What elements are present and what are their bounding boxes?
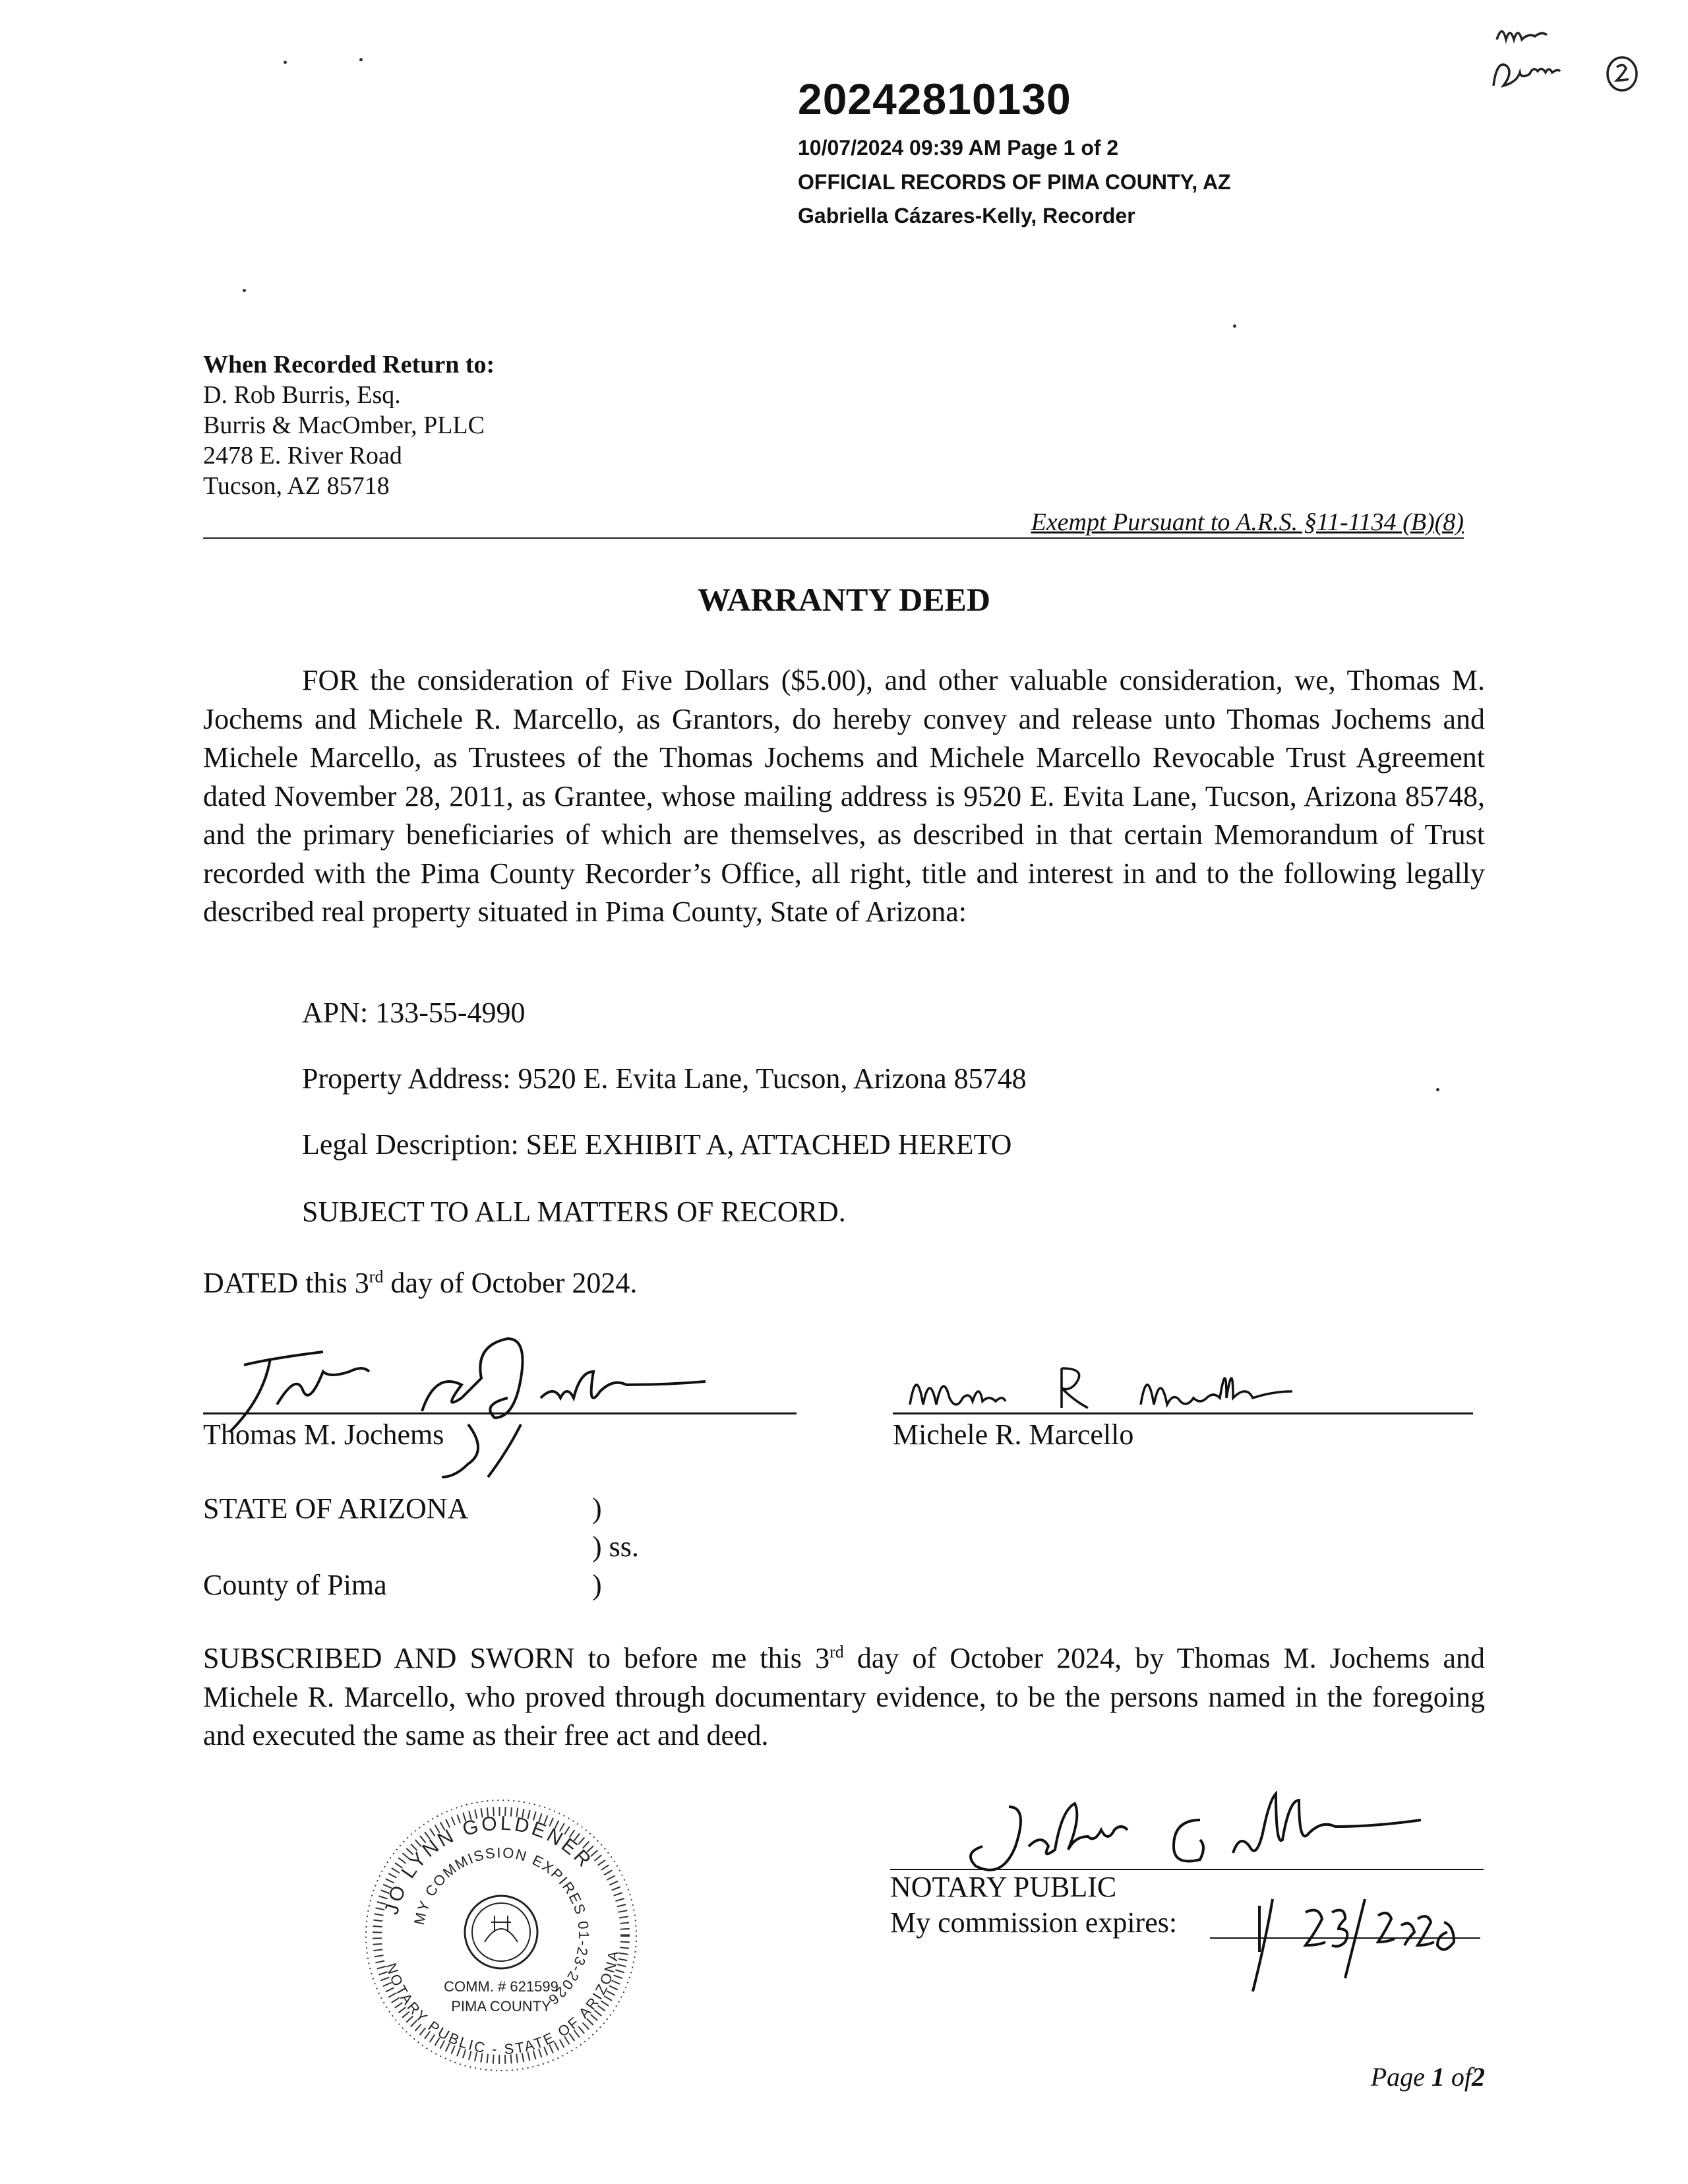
seal-inner-text: MY COMMISSION EXPIRES 01-23-2026 (410, 1844, 593, 2009)
notary-public-label: NOTARY PUBLIC (890, 1871, 1117, 1903)
venue-county: County of Pima (203, 1569, 387, 1601)
signature-line-grantor-2 (893, 1412, 1473, 1414)
seal-county: PIMA COUNTY (451, 1998, 551, 2015)
return-to-line: Burris & MacOmber, PLLC (203, 411, 485, 439)
scan-speck (1436, 1088, 1439, 1091)
venue-paren-bottom: ) (592, 1569, 602, 1601)
header-divider (203, 537, 1464, 539)
property-address-line: Property Address: 9520 E. Evita Lane, Tucson, Arizona 85748 (302, 1062, 1027, 1095)
signature-line-grantor-1 (203, 1412, 797, 1414)
exempt-statement: Exempt Pursuant to A.R.S. §11-1134 (B)(8) (1031, 508, 1464, 536)
venue-state: STATE OF ARIZONA (203, 1492, 469, 1525)
sworn-paragraph: SUBSCRIBED AND SWORN to before me this 3rd day of October 2024, by Thomas M. Jochems and Michele R. Marcello, who proved through documentary evidence, to be the persons named in the foregoing and executed the same as their free act and deed. (203, 1642, 1485, 1751)
return-to-block (203, 349, 495, 501)
notary-seal (356, 1790, 646, 2080)
signer-name-1: Thomas M. Jochems (203, 1418, 444, 1451)
dated-line: DATED this 3rd day of October 2024. (203, 1267, 638, 1299)
recording-office: OFFICIAL RECORDS OF PIMA COUNTY, AZ (798, 170, 1231, 194)
scan-speck (1233, 324, 1236, 328)
return-to-line: D. Rob Burris, Esq. (203, 381, 401, 409)
apn-line: APN: 133-55-4990 (302, 996, 526, 1029)
recording-datetime: 10/07/2024 09:39 AM Page 1 of 2 (798, 136, 1119, 160)
return-to-line: 2478 E. River Road (203, 442, 402, 470)
notary-block (890, 1869, 1177, 1941)
svg-text:JO LYNN GOLDENER (380, 1813, 597, 1917)
return-to-line: Tucson, AZ 85718 (203, 472, 390, 500)
subject-to-line: SUBJECT TO ALL MATTERS OF RECORD. (302, 1196, 846, 1228)
venue-paren-top: ) (592, 1492, 602, 1525)
page-number: Page 1 of2 (1370, 2062, 1485, 2092)
venue-ss: ) ss. (592, 1531, 639, 1563)
scan-speck (284, 61, 287, 64)
document-title: WARRANTY DEED (697, 581, 991, 618)
legal-description-line: Legal Description: SEE EXHIBIT A, ATTACHED HERETO (302, 1128, 1012, 1161)
signature-thomas-jochems (198, 1325, 804, 1477)
recorder-name: Gabriella Cázares-Kelly, Recorder (798, 204, 1135, 228)
signature-michele-marcello (903, 1358, 1378, 1418)
seal-comm-number: COMM. # 621599 (444, 1978, 558, 1995)
handwritten-commission-date (1233, 1886, 1484, 1991)
scan-speck (359, 58, 363, 61)
seal-bottom-text: NOTARY PUBLIC - STATE OF ARIZONA (382, 1947, 622, 2058)
recording-number: 20242810130 (798, 75, 1071, 123)
return-to-heading: When Recorded Return to: (203, 351, 495, 379)
seal-outer-text: JO LYNN GOLDENER (380, 1812, 597, 1917)
scan-speck (243, 289, 246, 292)
commission-expires-label: My commission expires: (890, 1906, 1178, 1939)
handwritten-initials-note (1490, 13, 1642, 99)
signer-name-2: Michele R. Marcello (893, 1418, 1134, 1451)
consideration-paragraph: FOR the consideration of Five Dollars ($5.00), and other valuable consideration, we, Thomas M. Jochems and Michele R. Marcello, as Grantors, do hereby convey and release unto Thomas Jochems and Michele Marcello, as Trustees of the Thomas Jochems and Michele Marcello Revocable Trust Agreement dated November 28, 2011, as Grantee, whose mailing address is 9520 E. Evita Lane, Tucson, Arizona 85748, and the primary beneficiaries of which are themselves, as described in that certain Memorandum of Trust recorded with the Pima County Recorder’s Office, all right, title and interest in and to the following legally described real property situated in Pima County, State of Arizona: (203, 664, 1485, 928)
